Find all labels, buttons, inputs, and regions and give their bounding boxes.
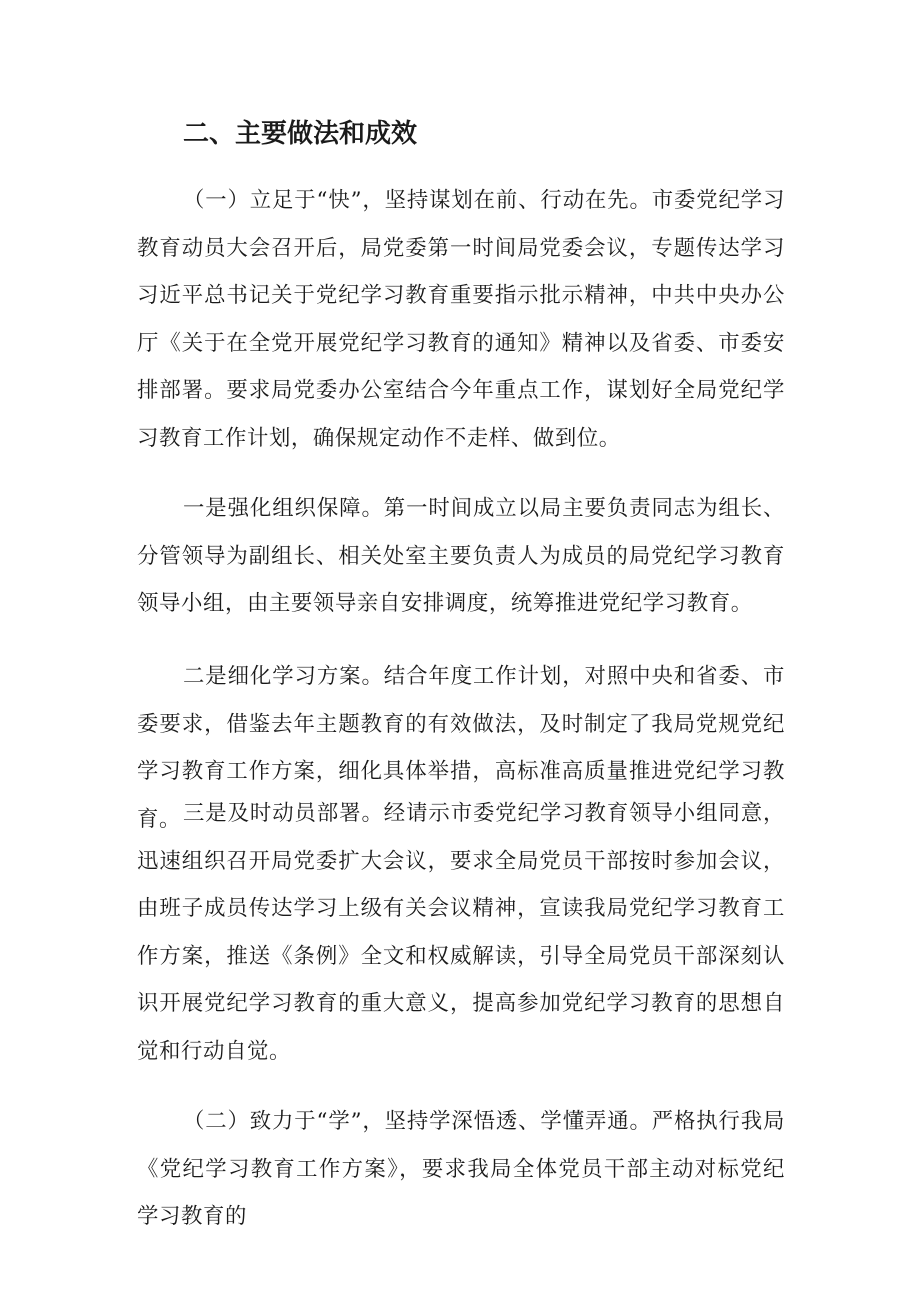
paragraph-quick-action: （一）立足于“快”，坚持谋划在前、行动在先。市委党纪学习教育动员大会召开后，局党委第一时间局党委会议，专题传达学习习近平总书记关于党纪学习教育重要指示批示精神，中共中央办公厅《关于在全党开展党纪学习教育的通知》精神以及省委、市委安排部署。要求局党委办公室结合今年重点工作，谋划好全局党纪学习教育工作计划，确保规定动作不走样、做到位。 bbox=[137, 188, 785, 451]
section-heading: 二、主要做法和成效 bbox=[183, 119, 418, 149]
paragraph-learning: （二）致力于“学”，坚持学深悟透、学懂弄通。严格执行我局《党纪学习教育工作方案》，要求我局全体党员干部主动对标党纪学习教育的 bbox=[137, 1109, 785, 1229]
paragraph-study-plan: 二是细化学习方案。结合年度工作计划，对照中央和省委、市委要求，借鉴去年主题教育的有效做法，及时制定了我局党规党纪学习教育工作方案，细化具体举措，高标准高质量推进党纪学习教育。 bbox=[137, 664, 785, 832]
paragraph-organization: 一是强化组织保障。第一时间成立以局主要负责同志为组长、分管领导为副组长、相关处室主要负责人为成员的局党纪学习教育领导小组，由主要领导亲自安排调度，统筹推进党纪学习教育。 bbox=[137, 496, 785, 616]
paragraph-mobilization: 三是及时动员部署。经请示市委党纪学习教育领导小组同意，迅速组织召开局党委扩大会议，要求全局党员干部按时参加会议，由班子成员传达学习上级有关会议精神，宣读我局党纪学习教育工作方案，推送《条例》全文和权威解读，引导全局党员干部深刻认识开展党纪学习教育的重大意义，提高参加党纪学习教育的思想自觉和行动自觉。 bbox=[137, 801, 785, 1064]
